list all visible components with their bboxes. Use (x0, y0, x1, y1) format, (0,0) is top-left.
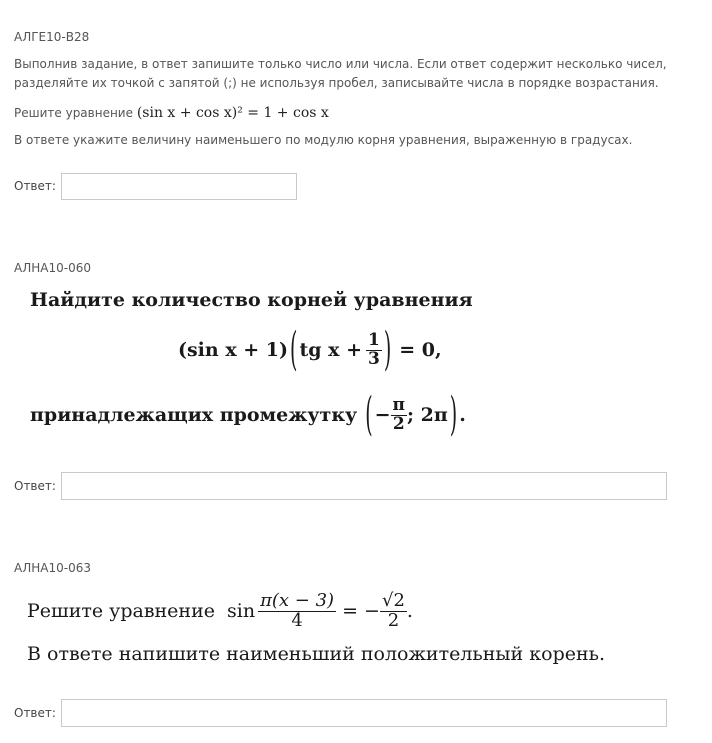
task1-answer-input[interactable] (61, 173, 297, 200)
task2-line3-prefix: принадлежащих промежутку (30, 404, 358, 426)
task2-code: АЛНА10-060 (14, 261, 91, 275)
task1-note: В ответе укажите величину наименьшего по модулю корня уравнения, выраженную в градусах. (14, 133, 633, 147)
task2-answer-label: Ответ: (14, 479, 56, 493)
task2-interval-close: ) (449, 388, 458, 442)
task2-paren-close: ) (383, 323, 392, 377)
task2-interval-frac (391, 394, 407, 434)
task2-eq-tg: tg x + (299, 339, 362, 361)
task3-sin: sin (227, 600, 256, 622)
task1-solve-prefix: Решите уравнение (14, 106, 133, 120)
task3-equation-line (27, 584, 413, 638)
task3-period: . (406, 600, 413, 622)
task2-eq-left: (sin x + 1) (178, 339, 289, 361)
task1-instruction: Выполнив задание, в ответ запишите только число или числа. Если ответ содержит несколько чисел, разделяйте их точкой с запятой (;) не используя пробел, записывайте числа в порядке возрастания. (14, 57, 667, 90)
task2-interval-frac-den: 2 (392, 413, 405, 434)
task1-equation-line (14, 104, 329, 123)
task2-line3 (30, 385, 466, 445)
task2-eq-frac (366, 329, 382, 369)
task2-interval-end: . (459, 404, 466, 426)
task2-eq-frac-den: 3 (368, 348, 380, 369)
task1-answer-label: Ответ: (14, 179, 56, 193)
task3-equals: = − (342, 600, 380, 622)
task3-answer-input[interactable] (61, 699, 667, 727)
task3-rhs-den: 2 (387, 609, 400, 631)
task2-eq-right: = 0, (399, 339, 442, 361)
task3-line2: В ответе напишите наименьший положительный корень. (27, 643, 606, 665)
task3-rhs-frac (380, 589, 407, 631)
task2-answer-input[interactable] (61, 472, 667, 500)
task2-interval-open: ( (365, 388, 373, 442)
task1-equation: (sin x + cos x)² = 1 + cos x (136, 105, 329, 121)
task2-line1: Найдите количество корней уравнения (30, 289, 473, 311)
task2-paren-open: ( (290, 323, 298, 377)
task2-eq-frac-num: 1 (368, 329, 380, 350)
task2-interval-frac-num: π (392, 394, 405, 415)
task1-code: АЛГЕ10-В28 (14, 30, 90, 44)
task3-frac-den: 4 (291, 609, 303, 631)
task3-frac-num: π(x − 3) (260, 589, 335, 611)
task3-solve-prefix: Решите уравнение (27, 600, 215, 622)
task3-answer-label: Ответ: (14, 706, 56, 720)
task3-rhs-num: √2 (381, 589, 405, 611)
task2-interval-rest: ; 2π (407, 404, 448, 426)
task3-frac (258, 589, 336, 631)
task3-code: АЛНА10-063 (14, 561, 91, 575)
task2-interval-minus: − (374, 404, 391, 426)
task2-equation (178, 320, 442, 380)
